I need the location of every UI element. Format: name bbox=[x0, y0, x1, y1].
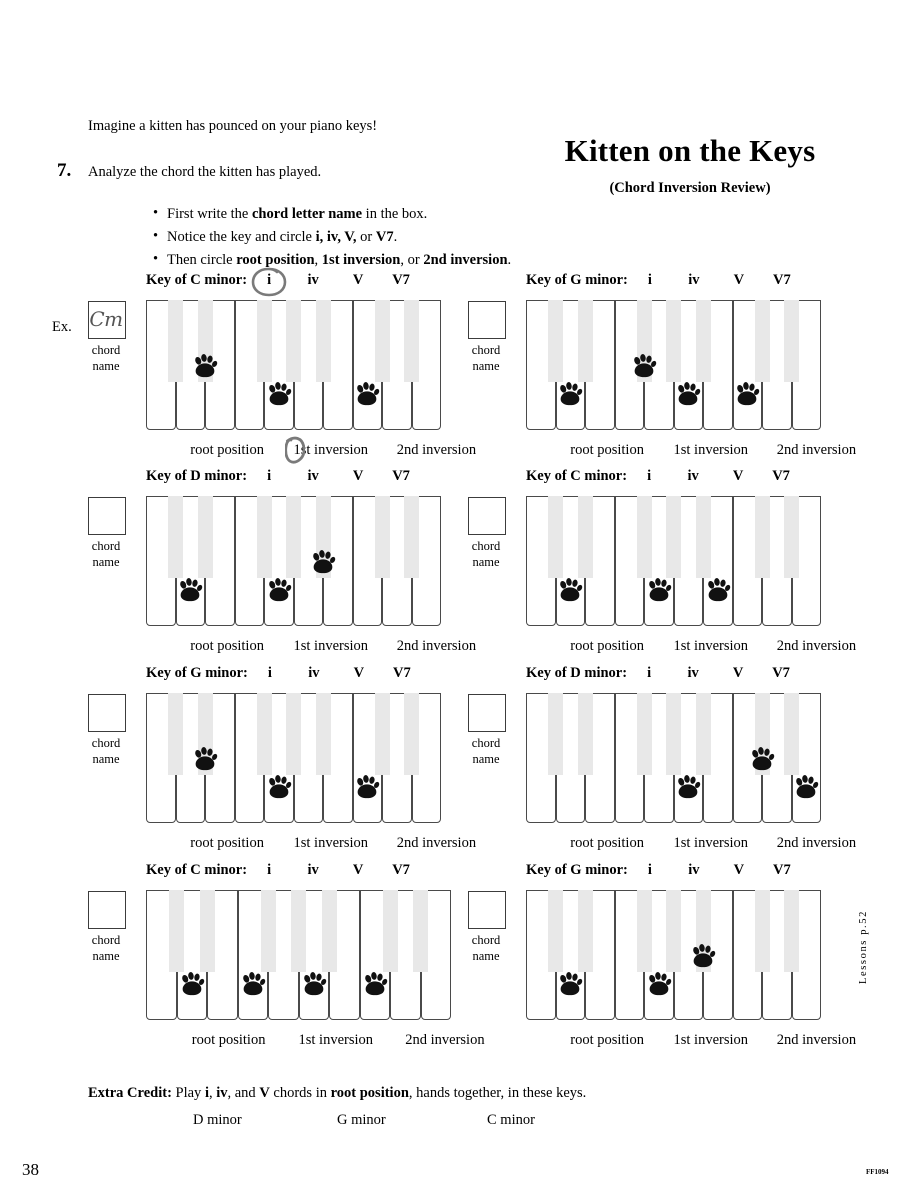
paw-print bbox=[557, 578, 583, 602]
paw-print bbox=[749, 747, 775, 771]
inversion-label-3[interactable]: 2nd inversion bbox=[776, 835, 857, 851]
inversion-label-1[interactable]: root position bbox=[570, 638, 644, 654]
paw-print bbox=[266, 578, 292, 602]
black-key[interactable] bbox=[261, 890, 276, 972]
black-key[interactable] bbox=[696, 496, 711, 578]
extra-credit-key-2: G minor bbox=[337, 1112, 386, 1128]
key-label: Key of D minor: bbox=[146, 468, 248, 484]
inversion-label-2[interactable]: 1st inversion bbox=[293, 835, 369, 851]
key-label: Key of C minor: bbox=[146, 272, 248, 288]
chord-name-caption-1: chord bbox=[471, 539, 501, 553]
instruction-bullet: • First write the chord letter name in the box. bbox=[153, 203, 511, 226]
black-key[interactable] bbox=[200, 890, 215, 972]
inversion-label-2[interactable]: 1st inversion bbox=[673, 835, 749, 851]
black-key[interactable] bbox=[322, 890, 337, 972]
inversion-label-3[interactable]: 2nd inversion bbox=[396, 835, 477, 851]
extra-credit-key-1: D minor bbox=[193, 1112, 242, 1128]
key-label: Key of D minor: bbox=[526, 665, 628, 681]
chord-name-caption-1: chord bbox=[91, 736, 121, 750]
piano-keyboard bbox=[526, 693, 821, 823]
inversion-label-2[interactable]: 1st inversion bbox=[673, 1032, 749, 1048]
chord-name-caption-2: name bbox=[92, 949, 120, 963]
key-group bbox=[353, 496, 442, 626]
paw-print bbox=[310, 550, 336, 574]
paw-print bbox=[675, 775, 701, 799]
intro-text: Imagine a kitten has pounced on your piano keys! bbox=[88, 118, 378, 134]
paw-print bbox=[192, 354, 218, 378]
roman-numeral-i[interactable]: i bbox=[647, 468, 652, 484]
roman-numeral-v[interactable]: V bbox=[352, 468, 364, 484]
black-key[interactable] bbox=[291, 890, 306, 972]
extra-credit-line: Extra Credit: Play i, iv, and V chords in root position, hands together, in these keys. bbox=[88, 1085, 587, 1101]
black-key[interactable] bbox=[548, 890, 563, 972]
inversion-label-1[interactable]: root position bbox=[190, 638, 264, 654]
key-group bbox=[526, 890, 615, 1020]
paw-print bbox=[646, 972, 672, 996]
inversion-label-3[interactable]: 2nd inversion bbox=[776, 638, 857, 654]
black-key[interactable] bbox=[286, 693, 301, 775]
publisher-code: FF1094 bbox=[866, 1168, 889, 1176]
chord-name-box[interactable] bbox=[88, 891, 126, 929]
piano-keyboard bbox=[146, 300, 441, 430]
roman-numeral-i[interactable]: i bbox=[267, 665, 272, 681]
paw-print bbox=[646, 578, 672, 602]
inversion-label-1[interactable]: root position bbox=[570, 442, 644, 458]
roman-numeral-v7[interactable]: V7 bbox=[772, 665, 790, 681]
roman-numeral-iv[interactable]: iv bbox=[307, 272, 319, 288]
instruction-list bbox=[113, 203, 511, 272]
roman-numeral-iv[interactable]: iv bbox=[308, 665, 320, 681]
paw-print bbox=[675, 382, 701, 406]
roman-numeral-v[interactable]: V bbox=[352, 272, 364, 288]
roman-numeral-v7[interactable]: V7 bbox=[392, 272, 410, 288]
chord-name-caption bbox=[456, 342, 516, 374]
paw-print bbox=[557, 382, 583, 406]
key-group bbox=[235, 693, 353, 823]
black-key[interactable] bbox=[578, 496, 593, 578]
key-signature-line bbox=[146, 862, 421, 879]
black-key[interactable] bbox=[578, 300, 593, 382]
paw-print bbox=[179, 972, 205, 996]
key-signature-line bbox=[146, 665, 422, 682]
black-key[interactable] bbox=[755, 890, 770, 972]
handwritten-answer: Cm bbox=[89, 307, 123, 331]
question-number: 7. bbox=[57, 160, 72, 181]
piano-keyboard bbox=[526, 890, 821, 1020]
chord-name-box[interactable] bbox=[468, 497, 506, 535]
instruction-bullet: • Notice the key and circle i, iv, V, or V7. bbox=[153, 226, 511, 249]
inversion-label-1[interactable]: root position bbox=[190, 835, 264, 851]
chord-name-caption-1: chord bbox=[471, 343, 501, 357]
black-key[interactable] bbox=[755, 496, 770, 578]
page-number: 38 bbox=[22, 1160, 39, 1179]
roman-numeral-v[interactable]: V bbox=[733, 272, 745, 288]
piano-keyboard bbox=[526, 300, 821, 430]
black-key[interactable] bbox=[637, 693, 652, 775]
black-key[interactable] bbox=[784, 496, 799, 578]
paw-print bbox=[354, 382, 380, 406]
key-group bbox=[146, 300, 235, 430]
chord-name-caption-1: chord bbox=[91, 539, 121, 553]
black-key[interactable] bbox=[404, 496, 419, 578]
paw-print bbox=[354, 775, 380, 799]
chord-name-caption-1: chord bbox=[471, 933, 501, 947]
black-key[interactable] bbox=[257, 693, 272, 775]
chord-name-caption-2: name bbox=[92, 752, 120, 766]
chord-name-caption-2: name bbox=[92, 359, 120, 373]
inversion-label-2[interactable]: 1st inversion bbox=[673, 638, 749, 654]
paw-print bbox=[690, 944, 716, 968]
black-key[interactable] bbox=[696, 300, 711, 382]
roman-numeral-v7[interactable]: V7 bbox=[393, 665, 411, 681]
key-group bbox=[733, 890, 822, 1020]
paw-print bbox=[266, 775, 292, 799]
roman-numeral-iv[interactable]: iv bbox=[307, 468, 319, 484]
chord-name-caption bbox=[76, 735, 136, 767]
inversion-label-3[interactable]: 2nd inversion bbox=[776, 442, 857, 458]
black-key[interactable] bbox=[168, 496, 183, 578]
roman-numeral-v7[interactable]: V7 bbox=[392, 468, 410, 484]
black-key[interactable] bbox=[784, 890, 799, 972]
black-key[interactable] bbox=[316, 300, 331, 382]
chord-name-caption-2: name bbox=[472, 555, 500, 569]
roman-numeral-v[interactable]: V bbox=[352, 862, 364, 878]
chord-name-box[interactable] bbox=[468, 694, 506, 732]
inversion-label-3[interactable]: 2nd inversion bbox=[405, 1032, 485, 1048]
chord-name-box[interactable] bbox=[88, 694, 126, 732]
chord-name-caption bbox=[456, 932, 516, 964]
roman-numeral-iv[interactable]: iv bbox=[307, 862, 319, 878]
piano-keyboard bbox=[146, 496, 441, 626]
key-group bbox=[146, 693, 235, 823]
black-key[interactable] bbox=[666, 890, 681, 972]
roman-numeral-i[interactable]: i bbox=[647, 862, 652, 878]
roman-numeral-i[interactable]: i bbox=[247, 272, 291, 289]
chord-name-box[interactable] bbox=[468, 891, 506, 929]
paw-print bbox=[705, 578, 731, 602]
key-group bbox=[733, 693, 822, 823]
key-group bbox=[615, 496, 733, 626]
black-key[interactable] bbox=[257, 300, 272, 382]
side-note: Lessons p.52 bbox=[858, 910, 869, 985]
black-key[interactable] bbox=[413, 890, 428, 972]
paw-print bbox=[301, 972, 327, 996]
key-group bbox=[353, 300, 442, 430]
paw-print bbox=[240, 972, 266, 996]
black-key[interactable] bbox=[375, 693, 390, 775]
key-group bbox=[360, 890, 452, 1020]
black-key[interactable] bbox=[548, 496, 563, 578]
paw-print bbox=[631, 354, 657, 378]
key-signature-line bbox=[146, 272, 421, 289]
black-key[interactable] bbox=[666, 496, 681, 578]
inversion-label-1[interactable]: root position bbox=[570, 1032, 644, 1048]
black-key[interactable] bbox=[578, 890, 593, 972]
roman-numeral-iv[interactable]: iv bbox=[688, 862, 700, 878]
chord-name-caption-1: chord bbox=[471, 736, 501, 750]
paw-print bbox=[192, 747, 218, 771]
black-key[interactable] bbox=[784, 300, 799, 382]
chord-name-caption bbox=[76, 932, 136, 964]
black-key[interactable] bbox=[316, 693, 331, 775]
page-subtitle: (Chord Inversion Review) bbox=[609, 180, 771, 196]
chord-name-caption bbox=[76, 538, 136, 570]
paw-print bbox=[734, 382, 760, 406]
key-signature-line bbox=[526, 862, 802, 879]
roman-numeral-i[interactable]: i bbox=[647, 272, 652, 288]
inversion-label-1[interactable]: root position bbox=[191, 1032, 266, 1048]
roman-numeral-iv[interactable]: iv bbox=[688, 272, 700, 288]
black-key[interactable] bbox=[286, 300, 301, 382]
black-key[interactable] bbox=[666, 693, 681, 775]
black-key[interactable] bbox=[666, 300, 681, 382]
key-group bbox=[146, 496, 235, 626]
paw-print bbox=[177, 578, 203, 602]
black-key[interactable] bbox=[637, 496, 652, 578]
roman-numeral-v7[interactable]: V7 bbox=[772, 468, 790, 484]
key-label: Key of C minor: bbox=[526, 468, 628, 484]
key-group bbox=[235, 300, 353, 430]
key-group bbox=[526, 693, 615, 823]
page-title: Kitten on the Keys bbox=[564, 133, 816, 168]
black-key[interactable] bbox=[383, 890, 398, 972]
roman-numeral-v7[interactable]: V7 bbox=[392, 862, 410, 878]
key-group bbox=[733, 496, 822, 626]
inversion-label-2[interactable]: 1st inversion bbox=[293, 638, 369, 654]
paw-print bbox=[362, 972, 388, 996]
key-group bbox=[526, 300, 615, 430]
inversion-label-1[interactable]: root position bbox=[570, 835, 644, 851]
inversion-label-1[interactable]: root position bbox=[190, 442, 264, 458]
black-key[interactable] bbox=[784, 693, 799, 775]
chord-name-caption bbox=[76, 342, 136, 374]
chord-name-box[interactable] bbox=[468, 301, 506, 339]
chord-name-caption-2: name bbox=[472, 752, 500, 766]
roman-numeral-i[interactable]: i bbox=[647, 665, 652, 681]
question-text: Analyze the chord the kitten has played. bbox=[88, 164, 322, 180]
key-group bbox=[353, 693, 442, 823]
chord-name-caption-1: chord bbox=[91, 933, 121, 947]
key-signature-line bbox=[526, 665, 801, 682]
inversion-label-3[interactable]: 2nd inversion bbox=[776, 1032, 857, 1048]
key-group bbox=[526, 496, 615, 626]
inversion-label-2[interactable]: 1st inversion bbox=[673, 442, 749, 458]
key-group bbox=[238, 890, 360, 1020]
key-group bbox=[615, 693, 733, 823]
chord-name-caption bbox=[456, 538, 516, 570]
black-key[interactable] bbox=[169, 890, 184, 972]
piano-keyboard bbox=[526, 496, 821, 626]
extra-credit-key-3: C minor bbox=[487, 1112, 535, 1128]
roman-numeral-i[interactable]: i bbox=[267, 862, 272, 878]
black-key[interactable] bbox=[578, 693, 593, 775]
black-key[interactable] bbox=[168, 300, 183, 382]
key-label: Key of G minor: bbox=[146, 665, 248, 681]
roman-numeral-v7[interactable]: V7 bbox=[773, 272, 791, 288]
black-key[interactable] bbox=[548, 300, 563, 382]
key-label: Key of C minor: bbox=[146, 862, 248, 878]
black-key[interactable] bbox=[696, 693, 711, 775]
roman-numeral-v[interactable]: V bbox=[732, 665, 744, 681]
roman-numeral-v[interactable]: V bbox=[733, 862, 745, 878]
chord-name-caption-2: name bbox=[92, 555, 120, 569]
key-signature-line bbox=[526, 468, 801, 485]
extra-credit-label: Extra Credit: bbox=[88, 1085, 172, 1101]
key-label: Key of G minor: bbox=[526, 862, 628, 878]
example-tag: Ex. bbox=[52, 319, 72, 335]
roman-numeral-v[interactable]: V bbox=[732, 468, 744, 484]
paw-print bbox=[793, 775, 819, 799]
roman-numeral-iv[interactable]: iv bbox=[687, 468, 699, 484]
black-key[interactable] bbox=[548, 693, 563, 775]
black-key[interactable] bbox=[404, 693, 419, 775]
roman-numeral-i[interactable]: i bbox=[267, 468, 272, 484]
black-key[interactable] bbox=[404, 300, 419, 382]
key-signature-line bbox=[526, 272, 802, 289]
roman-numeral-v7[interactable]: V7 bbox=[773, 862, 791, 878]
chord-name-caption-2: name bbox=[472, 949, 500, 963]
chord-name-box[interactable] bbox=[88, 497, 126, 535]
black-key[interactable] bbox=[375, 300, 390, 382]
paw-print bbox=[266, 382, 292, 406]
piano-keyboard bbox=[146, 693, 441, 823]
chord-name-caption-1: chord bbox=[91, 343, 121, 357]
piano-keyboard bbox=[146, 890, 451, 1020]
black-key[interactable] bbox=[286, 496, 301, 578]
inversion-label-2[interactable]: 1st inversion bbox=[298, 1032, 374, 1048]
instruction-bullet: • Then circle root position, 1st inversion, or 2nd inversion. bbox=[153, 249, 511, 272]
key-signature-line bbox=[146, 468, 421, 485]
black-key[interactable] bbox=[755, 300, 770, 382]
black-key[interactable] bbox=[375, 496, 390, 578]
key-label: Key of G minor: bbox=[526, 272, 628, 288]
black-key[interactable] bbox=[637, 890, 652, 972]
inversion-label-3[interactable]: 2nd inversion bbox=[396, 638, 477, 654]
key-group bbox=[146, 890, 238, 1020]
inversion-label-3[interactable]: 2nd inversion bbox=[396, 442, 477, 458]
black-key[interactable] bbox=[257, 496, 272, 578]
roman-numeral-iv[interactable]: iv bbox=[687, 665, 699, 681]
roman-numeral-v[interactable]: V bbox=[353, 665, 365, 681]
paw-print bbox=[557, 972, 583, 996]
inversion-label-2[interactable]: 1st inversion bbox=[293, 442, 369, 458]
chord-name-caption-2: name bbox=[472, 359, 500, 373]
key-group bbox=[733, 300, 822, 430]
chord-name-caption bbox=[456, 735, 516, 767]
black-key[interactable] bbox=[168, 693, 183, 775]
black-key[interactable] bbox=[198, 496, 213, 578]
